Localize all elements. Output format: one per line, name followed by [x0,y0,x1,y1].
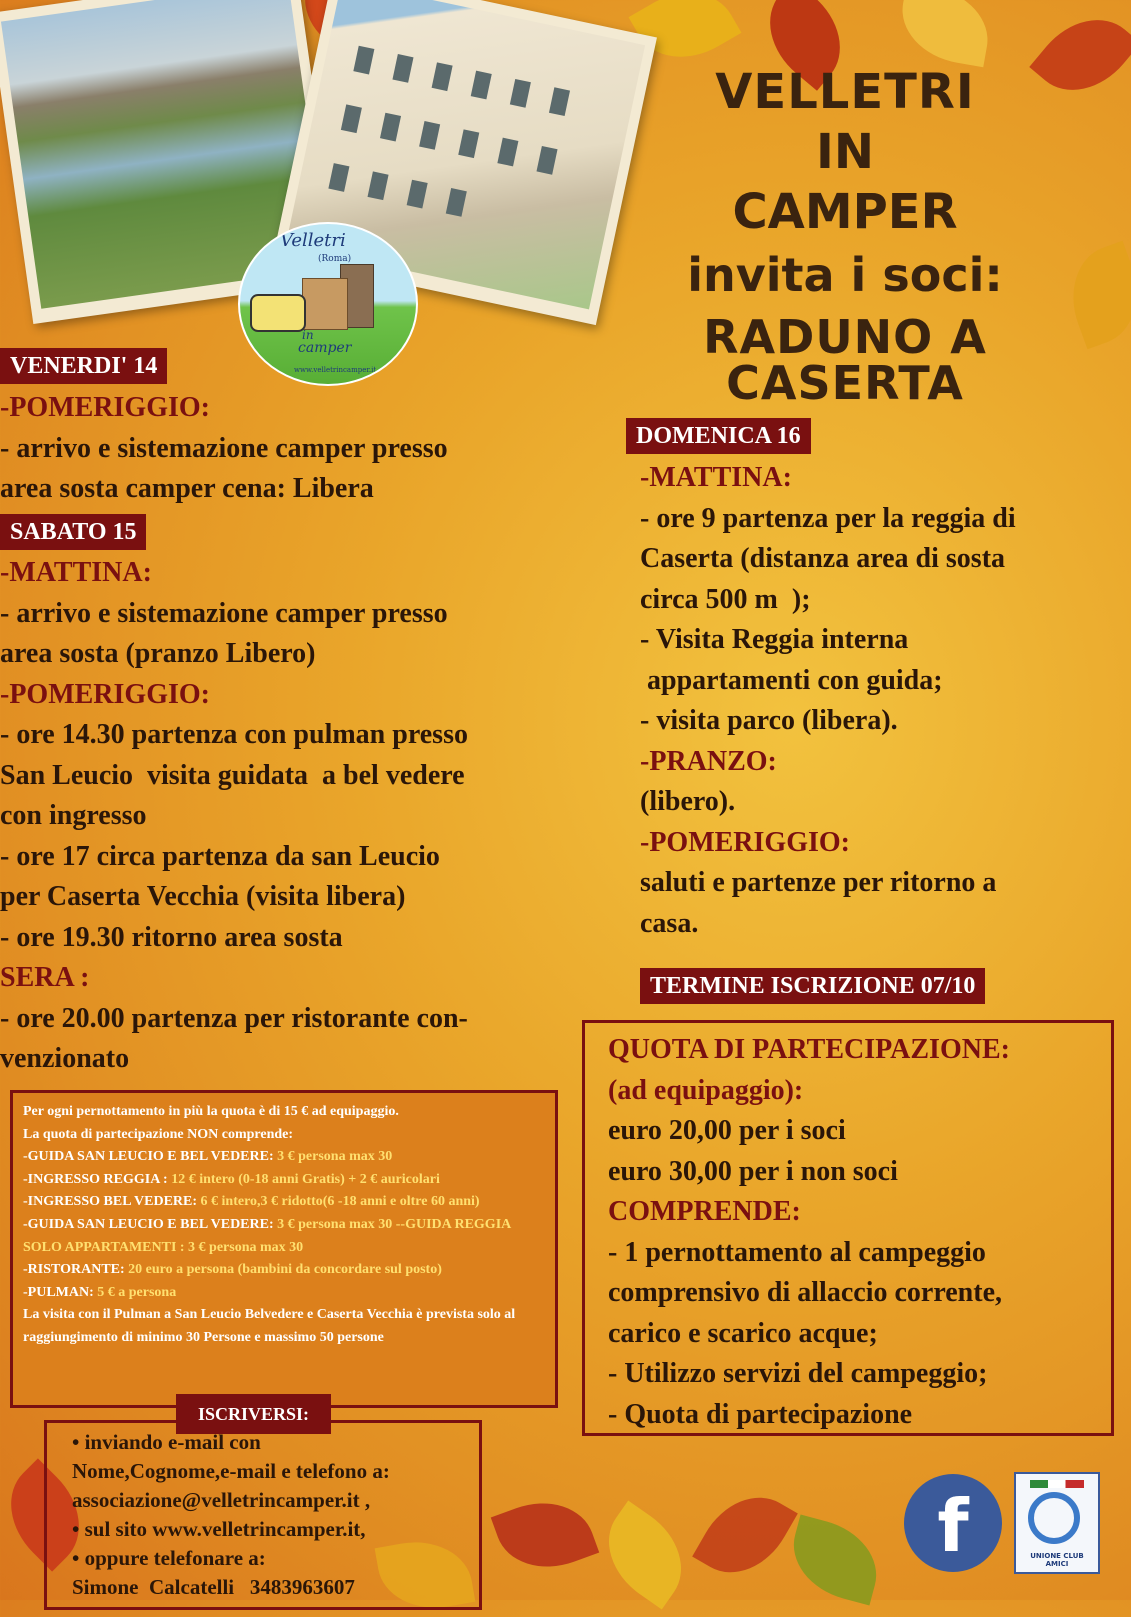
quota-line: euro 20,00 per i soci [608,1115,846,1146]
quota-line: - Quota di partecipazione [608,1398,913,1430]
notes-item-label: -INGRESSO REGGIA : [23,1171,168,1187]
program-line: Caserta (distanza area di sosta [640,543,1006,574]
notes-intro: Per ogni pernottamento in più la quota è di 15 € ad equipaggio. [23,1104,399,1119]
facebook-icon[interactable]: f [904,1474,1002,1572]
notes-item [23,1191,545,1214]
friday-tag: VENERDI' 14 [0,348,167,384]
sunday-tag: DOMENICA 16 [626,418,811,454]
quota-line: COMPRENDE: [608,1196,801,1227]
notes-item [23,1169,545,1192]
program-line: area sosta (pranzo Libero) [0,638,316,669]
notes-item-label: -INGRESSO BEL VEDERE: [23,1194,198,1210]
iscriversi-line: • inviando e-mail con [72,1430,261,1454]
program-line: - ore 9 partenza per la reggia di [640,502,1016,534]
notes-box [10,1090,558,1408]
quota-line: - 1 pernottamento al campeggio [608,1236,986,1268]
notes-item-value: 20 euro a persona (bambini da concordare sul posto) [124,1262,442,1278]
logo-camper: camper [298,340,352,356]
notes-item-label: -GUIDA SAN LEUCIO E BEL VEDERE: [23,1216,274,1232]
italian-flag-icon [1030,1480,1084,1488]
camper-icon [250,294,306,332]
program-line: -POMERIGGIO: [0,392,210,423]
notes-item [23,1146,545,1169]
program-line: casa. [640,907,699,939]
program-line: San Leucio visita guidata a bel vedere [0,759,465,791]
quota-line: - Utilizzo servizi del campeggio; [608,1358,988,1389]
logo-name: Velletri [280,230,346,251]
quota-line: euro 30,00 per i non soci [608,1155,898,1187]
notes-item-value: 5 € a persona [93,1284,177,1300]
title-line-3: CAMPER [732,184,958,240]
program-line: SERA : [0,962,90,993]
quota-line: comprensivo di allaccio corrente, [608,1277,1002,1308]
iscriversi-line: Nome,Cognome,e-mail e telefono a: [72,1459,390,1483]
iscriversi-tag: ISCRIVERSI: [176,1394,331,1434]
quota-line: (ad equipaggio): [608,1074,804,1106]
ucs-emblem-icon [1028,1492,1080,1544]
notes-item-value: 3 € persona max 30 [273,1149,393,1165]
logo-url: www.velletrincamper.it [294,366,377,374]
notes-item-label: -GUIDA SAN LEUCIO E BEL VEDERE: [23,1149,274,1165]
notes-item [23,1282,545,1305]
email-link[interactable]: associazione@velletrincamper.it , [72,1488,371,1512]
program-line: - arrivo e sistemazione camper presso [0,597,448,629]
program-line: (libero). [640,786,736,817]
iscriversi-list [72,1428,390,1602]
program-line: - ore 17 circa partenza da san Leucio [0,840,440,872]
program-line: - ore 20.00 partenza per ristorante con- [0,1002,468,1034]
quota-line: QUOTA DI PARTECIPAZIONE: [608,1034,1010,1065]
program-line: - Visita Reggia interna [640,624,909,655]
title-line-1: VELLETRI [715,64,975,120]
quota-details [608,1030,1010,1435]
leaf-decoration [782,1515,887,1606]
iscriversi-line: • oppure telefonare a: [72,1546,266,1570]
program-line: - arrivo e sistemazione camper presso [0,432,448,464]
velletri-in-camper-logo [238,222,418,386]
program-line: per Caserta Vecchia (visita libera) [0,881,406,912]
program-line: -POMERIGGIO: [0,678,210,710]
program-line: saluti e partenze per ritorno a [640,867,997,898]
program-line: -MATTINA: [0,557,152,588]
page-title [580,64,1110,410]
sunday-program [640,458,1016,944]
title-line-2: IN [815,124,875,180]
program-line: venzionato [0,1043,130,1074]
notes-item-value: 6 € intero,3 € ridotto(6 -18 anni e oltre 60 anni) [197,1194,480,1210]
program-line: -POMERIGGIO: [640,826,850,858]
leaf-decoration [588,1501,702,1610]
quota-line: carico e scarico acque; [608,1317,878,1349]
phone-contact[interactable]: Simone Calcatelli 3483963607 [72,1575,355,1599]
notes-item [23,1214,545,1259]
program-line: - ore 19.30 ritorno area sosta [0,921,343,953]
program-line: -MATTINA: [640,462,792,493]
program-line: circa 500 m ); [640,583,811,615]
website-link[interactable]: • sul sito www.velletrincamper.it, [72,1517,366,1541]
castle-icon [302,278,348,330]
title-line-5: RADUNO A CASERTA [703,310,987,410]
leaf-decoration [895,0,996,67]
ucs-label: UNIONE CLUB AMICI [1030,1552,1084,1568]
program-line: - visita parco (libera). [640,705,898,736]
logo-sub: (Roma) [318,254,352,264]
notes-item-value: 12 € intero (0-18 anni Gratis) + 2 € auricolari [167,1171,440,1187]
title-line-4: invita i soci: [687,248,1003,302]
saturday-tag: SABATO 15 [0,514,146,550]
notes-item [23,1259,545,1282]
program-line: - ore 14.30 partenza con pulman presso [0,719,468,750]
leaf-decoration [491,1487,600,1584]
friday-program [0,388,448,510]
deadline-tag: TERMINE ISCRIZIONE 07/10 [640,968,985,1004]
program-line: appartamenti con guida; [640,664,943,696]
program-line: -PRANZO: [640,745,777,777]
notes-item-label: -PULMAN: [23,1284,94,1300]
leaf-decoration [692,1479,798,1592]
ucs-logo [1014,1472,1100,1574]
logo-in: in [302,328,314,342]
notes-item-label: -RISTORANTE: [23,1262,125,1278]
notes-footer: La visita con il Pulman a San Leucio Belvedere e Caserta Vecchia è prevista solo al raggiungimento di minimo 30 Persone e massimo 50 persone [23,1307,516,1345]
program-line: con ingresso [0,800,147,831]
notes-item-value: 3 € persona max 30 --GUIDA REGGIA SOLO APPARTAMENTI : 3 € persona max 30 [23,1216,511,1255]
saturday-program [0,553,468,1080]
notes-not-included: La quota di partecipazione NON comprende: [23,1126,294,1142]
program-line: area sosta camper cena: Libera [0,473,374,504]
